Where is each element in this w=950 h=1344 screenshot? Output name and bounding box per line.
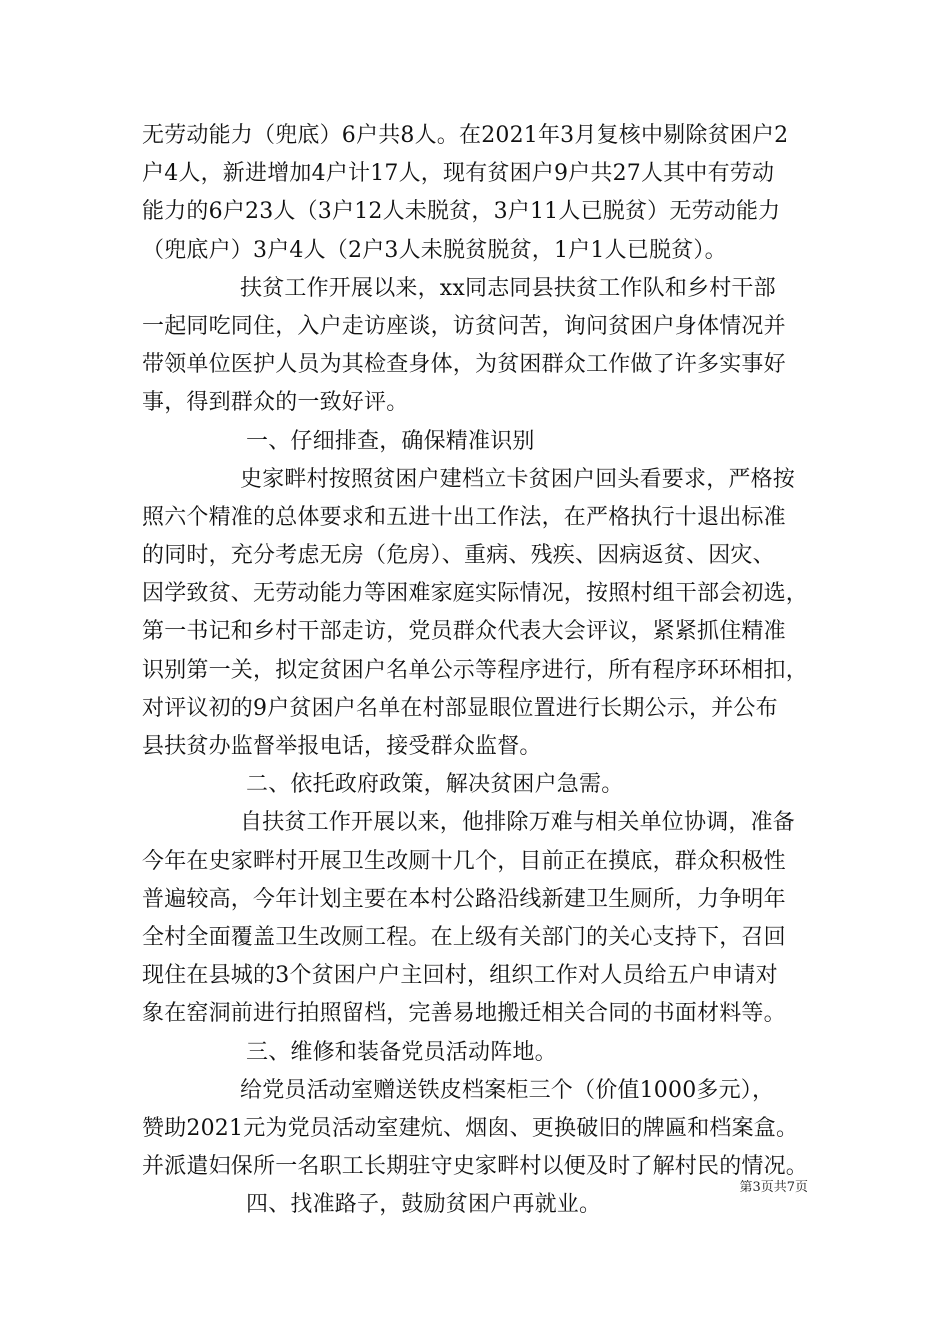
text-line: 因学致贫、无劳动能力等困难家庭实际情况，按照村组干部会初选， — [142, 581, 809, 607]
text-line: 普遍较高，今年计划主要在本村公路沿线新建卫生厕所，力争明年 — [142, 886, 786, 912]
text-line: 给党员活动室赠送铁皮档案柜三个（价值1000多元）， — [240, 1077, 775, 1103]
section-heading: 四、找准路子，鼓励贫困户再就业。 — [246, 1192, 602, 1218]
text-line: 第一书记和乡村干部走访，党员群众代表大会评议，紧紧抓住精准 — [142, 619, 786, 645]
text-line: 事，得到群众的一致好评。 — [142, 390, 409, 416]
text-line: 一起同吃同住，入户走访座谈，访贫问苦，询问贫困户身体情况并 — [142, 313, 786, 339]
section-heading: 三、维修和装备党员活动阵地。 — [246, 1039, 557, 1065]
text-line: 今年在史家畔村开展卫生改厕十几个，目前正在摸底，群众积极性 — [142, 848, 786, 874]
section-heading: 一、仔细排查，确保精准识别 — [246, 428, 535, 454]
text-line: 县扶贫办监督举报电话，接受群众监督。 — [142, 734, 542, 759]
text-line: 户4人，新进增加4户计17人，现有贫困户9户共27人其中有劳动 — [142, 161, 775, 187]
text-line: 识别第一关，拟定贫困户名单公示等程序进行，所有程序环环相扣， — [142, 657, 809, 683]
text-line: 现住在县城的3个贫困户户主回村，组织工作对人员给五户申请对 — [142, 963, 778, 989]
text-line: 自扶贫工作开展以来，他排除万难与相关单位协调，准备 — [240, 810, 796, 836]
text-line: 无劳动能力（兜底）6户共8人。在2021年3月复核中剔除贫困户2 — [142, 123, 789, 148]
text-line: 扶贫工作开展以来，xx同志同县扶贫工作队和乡村干部 — [240, 275, 776, 301]
text-line: 照六个精准的总体要求和五进十出工作法，在严格执行十退出标准 — [142, 504, 786, 530]
text-line: （兜底户）3户4人（2户3人未脱贫脱贫，1户1人已脱贫）。 — [142, 237, 727, 263]
text-line: 对评议初的9户贫困户名单在村部显眼位置进行长期公示，并公布 — [142, 695, 778, 721]
text-line: 能力的6户23人（3户12人未脱贫，3户11人已脱贫）无劳动能力 — [142, 199, 781, 225]
text-line: 并派遣妇保所一名职工长期驻守史家畔村以便及时了解村民的情况。 — [142, 1154, 809, 1180]
page-number-footer: 第3页共7页 — [739, 1180, 808, 1195]
text-line: 象在窑洞前进行拍照留档，完善易地搬迁相关合同的书面材料等。 — [142, 1001, 786, 1027]
text-line: 带领单位医护人员为其检查身体，为贫困群众工作做了许多实事好 — [142, 352, 786, 378]
text-line: 的同时，充分考虑无房（危房）、重病、残疾、因病返贫、因灾、 — [142, 543, 775, 569]
text-line: 史家畔村按照贫困户建档立卡贫困户回头看要求，严格按 — [240, 466, 796, 492]
text-line: 赞助2021元为党员活动室建炕、烟囱、更换破旧的牌匾和档案盒。 — [142, 1115, 799, 1141]
section-heading: 二、依托政府政策，解决贫困户急需。 — [246, 772, 624, 798]
document-body — [142, 117, 822, 1224]
text-line: 全村全面覆盖卫生改厕工程。在上级有关部门的关心支持下，召回 — [142, 924, 786, 950]
